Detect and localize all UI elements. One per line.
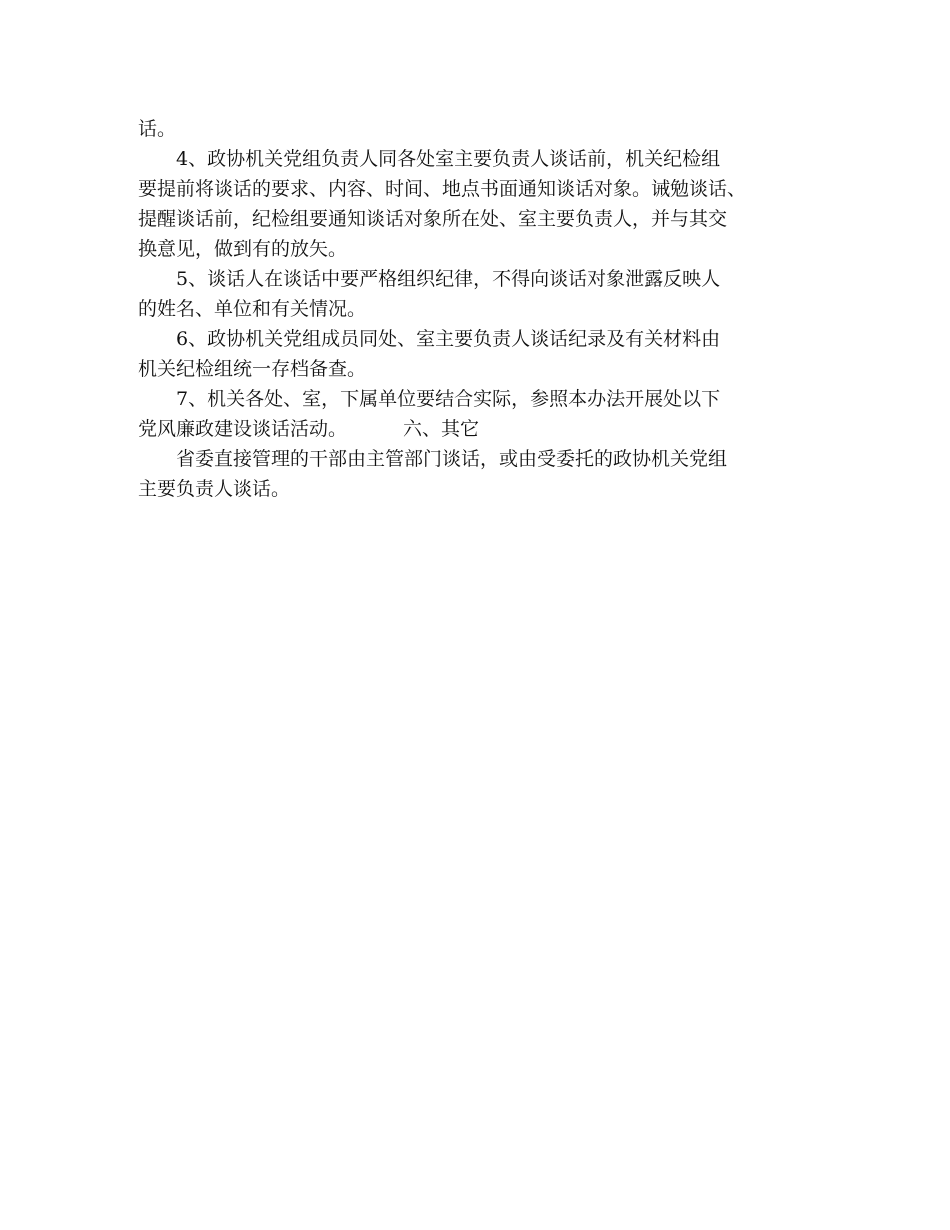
paragraph-item-7	[138, 384, 818, 444]
paragraph-item-5	[138, 264, 818, 324]
text-line: 话。	[138, 118, 177, 140]
text-line: 机关纪检组统一存档备查。	[138, 358, 367, 380]
text-line: 6、政协机关党组成员同处、室主要负责人谈话纪录及有关材料由	[176, 328, 721, 350]
document-body	[138, 114, 818, 504]
paragraph-continuation	[138, 114, 818, 144]
text-line-with-heading	[138, 414, 818, 444]
text-line: 的姓名、单位和有关情况。	[138, 298, 367, 320]
text-line: 5、谈话人在谈话中要严格组织纪律，不得向谈话对象泄露反映人	[176, 268, 721, 290]
text-line: 4、政协机关党组负责人同各处室主要负责人谈话前，机关纪检组	[176, 148, 721, 170]
section-heading-6: 六、其它	[403, 418, 480, 440]
text-line: 要提前将谈话的要求、内容、时间、地点书面通知谈话对象。诫勉谈话、	[138, 178, 747, 200]
text-line: 提醒谈话前，纪检组要通知谈话对象所在处、室主要负责人，并与其交	[138, 208, 728, 230]
text-line: 换意见，做到有的放矢。	[138, 238, 348, 260]
text-line: 主要负责人谈话。	[138, 478, 291, 500]
paragraph-item-6	[138, 324, 818, 384]
text-line: 省委直接管理的干部由主管部门谈话，或由受委托的政协机关党组	[176, 448, 728, 470]
text-fragment: 党风廉政建设谈话活动。	[138, 418, 348, 440]
text-line: 7、机关各处、室，下属单位要结合实际，参照本办法开展处以下	[176, 388, 721, 410]
paragraph-item-4	[138, 144, 818, 264]
paragraph-section-6	[138, 444, 818, 504]
